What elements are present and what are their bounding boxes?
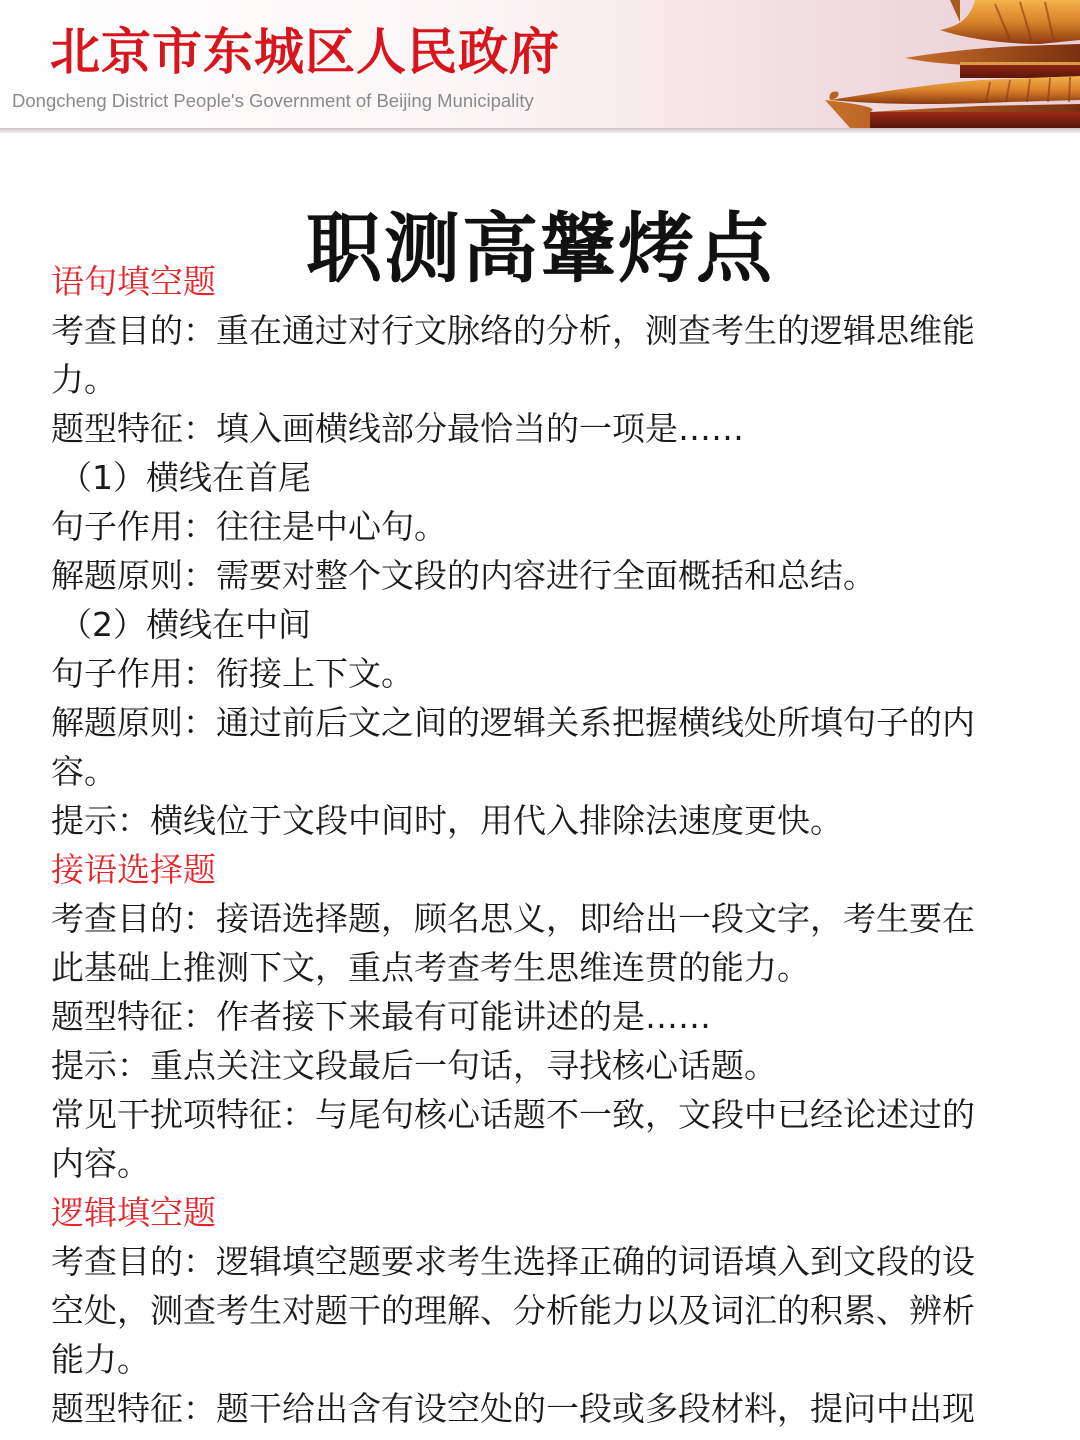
body-line: 提示：重点关注文段最后一句话，寻找核心话题。: [51, 1046, 777, 1085]
body-line: 此基础上推测下文，重点考查考生思维连贯的能力。: [51, 948, 810, 987]
body-line: 考查目的：逻辑填空题要求考生选择正确的词语填入到文段的设: [51, 1242, 975, 1281]
body-line: 解题原则：需要对整个文段的内容进行全面概括和总结。: [51, 556, 876, 595]
sub-heading: （2）横线在中间: [59, 605, 311, 644]
section-heading: 语句填空题: [51, 262, 216, 301]
body-line: 空处，测查考生对题干的理解、分析能力以及词汇的积累、辨析: [51, 1291, 975, 1330]
body-line: 常见干扰项特征：与尾句核心话题不一致，文段中已经论述过的: [51, 1095, 975, 1134]
page-title: 职测高鞶烤点: [306, 203, 774, 293]
body-line: 解题原则：通过前后文之间的逻辑关系把握横线处所填句子的内: [51, 703, 975, 742]
body-line: 考查目的：接语选择题，顾名思义，即给出一段文字，考生要在: [51, 899, 975, 938]
sub-heading: （1）横线在首尾: [59, 458, 311, 497]
body-line: 句子作用：衔接上下文。: [51, 654, 414, 693]
government-banner: [0, 0, 1080, 128]
body-line: 题型特征：填入画横线部分最恰当的一项是……: [51, 409, 744, 448]
article-body: [51, 257, 1027, 1433]
body-line: 内容。: [51, 1144, 150, 1183]
body-line: 提示：横线位于文段中间时，用代入排除法速度更快。: [51, 801, 843, 840]
banner-divider: [0, 128, 1080, 134]
government-name-cn: 北京市东城区人民政府: [50, 23, 560, 81]
body-line: 题型特征：题干给出含有设空处的一段或多段材料，提问中出现: [51, 1389, 975, 1428]
body-line: 能力。: [51, 1340, 150, 1379]
government-name-en: Dongcheng District People's Government of Beijing Municipality: [12, 90, 534, 111]
section-heading: 逻辑填空题: [51, 1193, 216, 1232]
body-line: 力。: [51, 360, 117, 399]
palace-roof-image: [810, 0, 1080, 128]
body-line: 句子作用：往往是中心句。: [51, 507, 447, 546]
body-line: 考查目的：重在通过对行文脉络的分析，测查考生的逻辑思维能: [51, 311, 975, 350]
body-line: 题型特征：作者接下来最有可能讲述的是……: [51, 997, 711, 1036]
section-heading: 接语选择题: [51, 850, 216, 889]
body-line: 容。: [51, 752, 117, 791]
